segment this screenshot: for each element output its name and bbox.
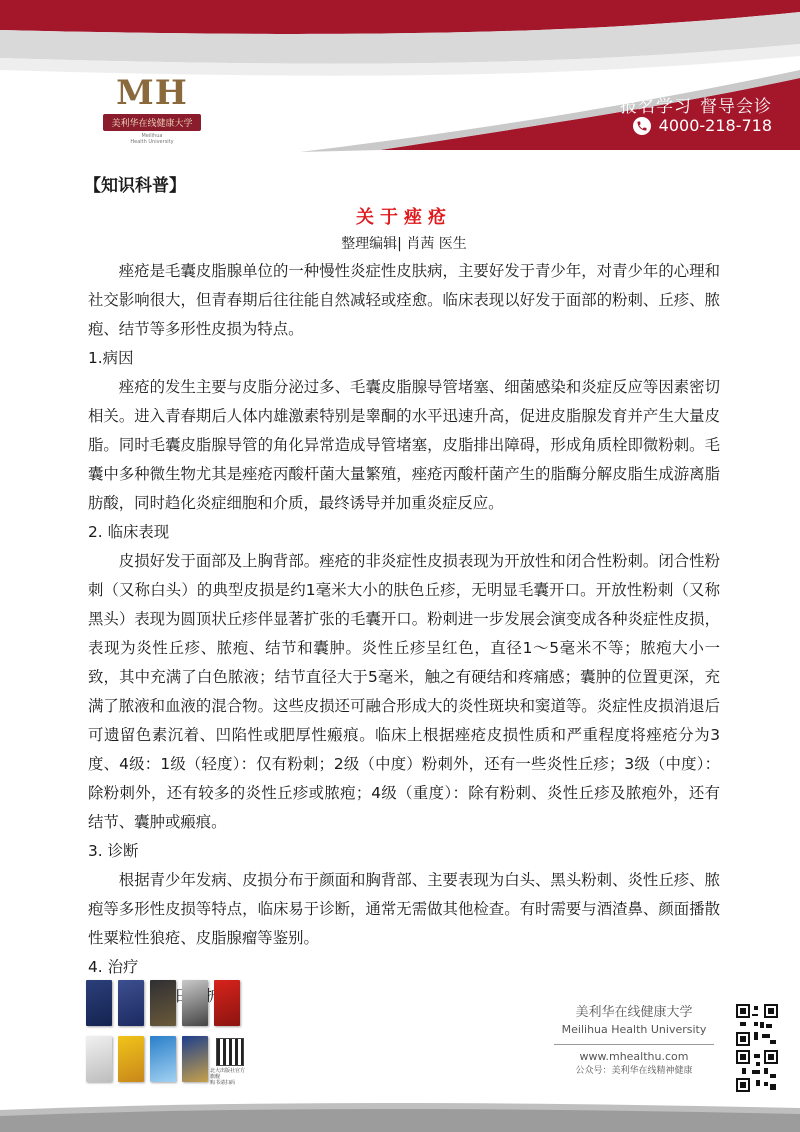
header-slogan (612, 92, 772, 117)
slogan-enroll: 报名学习 (620, 97, 692, 117)
heading-diagnosis: 3. 诊断 (88, 842, 139, 860)
book-cover (214, 980, 240, 1026)
wechat-account: 公众号：美利华在线精神健康 (575, 1066, 693, 1076)
phone-number: 4000-218-718 (658, 116, 772, 135)
intro-paragraph: 痤疮是毛囊皮脂腺单位的一种慢性炎症性皮肤病，主要好发于青少年，对青少年的心理和社交影响很大，但青春期后往往能自然减轻或痊愈。临床表现以好发于面部的粉刺、丘疹、脓疱、结节等多形性皮损为特点。 (88, 262, 720, 338)
qr-code-website (736, 1004, 778, 1046)
heading-etiology: 1.病因 (88, 349, 134, 367)
book-cover (118, 980, 144, 1026)
clinical-paragraph: 皮损好发于面部及上胸背部。痤疮的非炎症性皮损表现为开放性和闭合性粉刺。闭合性粉刺（又称白头）的典型皮损是约1毫米大小的肤色丘疹，无明显毛囊开口。开放性粉刺（又称黑头）表现为圆顶状丘疹伴显著扩张的毛囊开口。粉刺进一步发展会演变成各种炎症性皮损，表现为炎性丘疹、脓疱、结节和囊肿。炎性丘疹呈红色，直径1～5毫米不等；脓疱大小一致，其中充满了白色脓液；结节直径大于5毫米，触之有硬结和疼痛感；囊肿的位置更深，充满了脓液和血液的混合物。这些皮损还可融合形成大的炎性斑块和窦道等。炎症性皮损消退后可遗留色素沉着、凹陷性或肥厚性瘢痕。临床上根据痤疮皮损性质和严重程度将痤疮分为3度、4级：1级（轻度）：仅有粉刺；2级（中度）粉刺外，还有一些炎性丘疹；3级（中度）：除粉刺外，还有较多的炎性丘疹或脓疱；4级（重度）：除有粉刺、炎性丘疹及脓疱外，还有结节、囊肿或瘢痕。 (88, 552, 720, 831)
brand-name-en: Meilihua Health University (561, 1023, 707, 1036)
section-tag: 【知识科普】 (84, 176, 186, 196)
logo-sub-line-1: Meilihua (141, 133, 163, 139)
logo (98, 74, 206, 144)
logo-subtitle (130, 133, 173, 145)
book-cover (182, 980, 208, 1026)
book-store-qr-code (216, 1038, 244, 1066)
brand-divider (554, 1044, 714, 1045)
article-editor: 整理编辑| 肖茜 医生 (341, 236, 467, 252)
article (84, 172, 720, 1011)
logo-sub-line-2: Health University (130, 139, 174, 145)
diagnosis-paragraph: 根据青少年发病、皮损分布于颜面和胸背部、主要表现为白头、黑头粉刺、炎性丘疹、脓疱等多形性皮损等特点，临床易于诊断，通常无需做其他检查。有时需要与酒渣鼻、颜面播散性粟粒性狼疮、皮脂腺瘤等鉴别。 (88, 871, 720, 947)
logo-ribbon: 美利华在线健康大学 (103, 114, 200, 131)
book-covers (86, 978, 246, 1090)
phone-icon (633, 117, 651, 135)
heading-treatment: 4. 治疗 (88, 958, 139, 976)
website-url: www.mhealthu.com (579, 1050, 689, 1063)
book-cover (150, 1036, 176, 1082)
article-title: 关于痤疮 (356, 207, 452, 228)
heading-clinical: 2. 临床表现 (88, 523, 170, 541)
footer-band (0, 1100, 800, 1132)
qr-code-wechat (736, 1050, 778, 1092)
slogan-consult: 督导会诊 (700, 97, 772, 117)
book-cover (118, 1036, 144, 1082)
etiology-paragraph: 痤疮的发生主要与皮脂分泌过多、毛囊皮脂腺导管堵塞、细菌感染和炎症反应等因素密切相关。进入青春期后人体内雄激素特别是睾酮的水平迅速升高，促进皮脂腺发育并产生大量皮脂。同时毛囊皮脂腺导管的角化异常造成导管堵塞，皮脂排出障碍，形成角质栓即微粉刺。毛囊中多种微生物尤其是痤疮丙酸杆菌大量繁殖，痤疮丙酸杆菌产生的脂酶分解皮脂生成游离脂肪酸，同时趋化炎症细胞和介质，最终诱导并加重炎症反应。 (88, 378, 720, 512)
brand-name-cn: 美利华在线健康大学 (575, 1005, 693, 1020)
logo-mark: MH (116, 73, 188, 113)
book-caption-line-1: 北大出版社官方旗舰 (210, 1068, 246, 1080)
book-cover (182, 1036, 208, 1082)
book-cover (150, 980, 176, 1026)
phone-contact (633, 116, 772, 135)
book-cover (86, 980, 112, 1026)
book-store-caption (210, 1068, 246, 1086)
book-caption-line-2: 购书请扫码 (210, 1080, 236, 1086)
footer-brand (554, 1004, 714, 1078)
book-cover (86, 1036, 112, 1082)
